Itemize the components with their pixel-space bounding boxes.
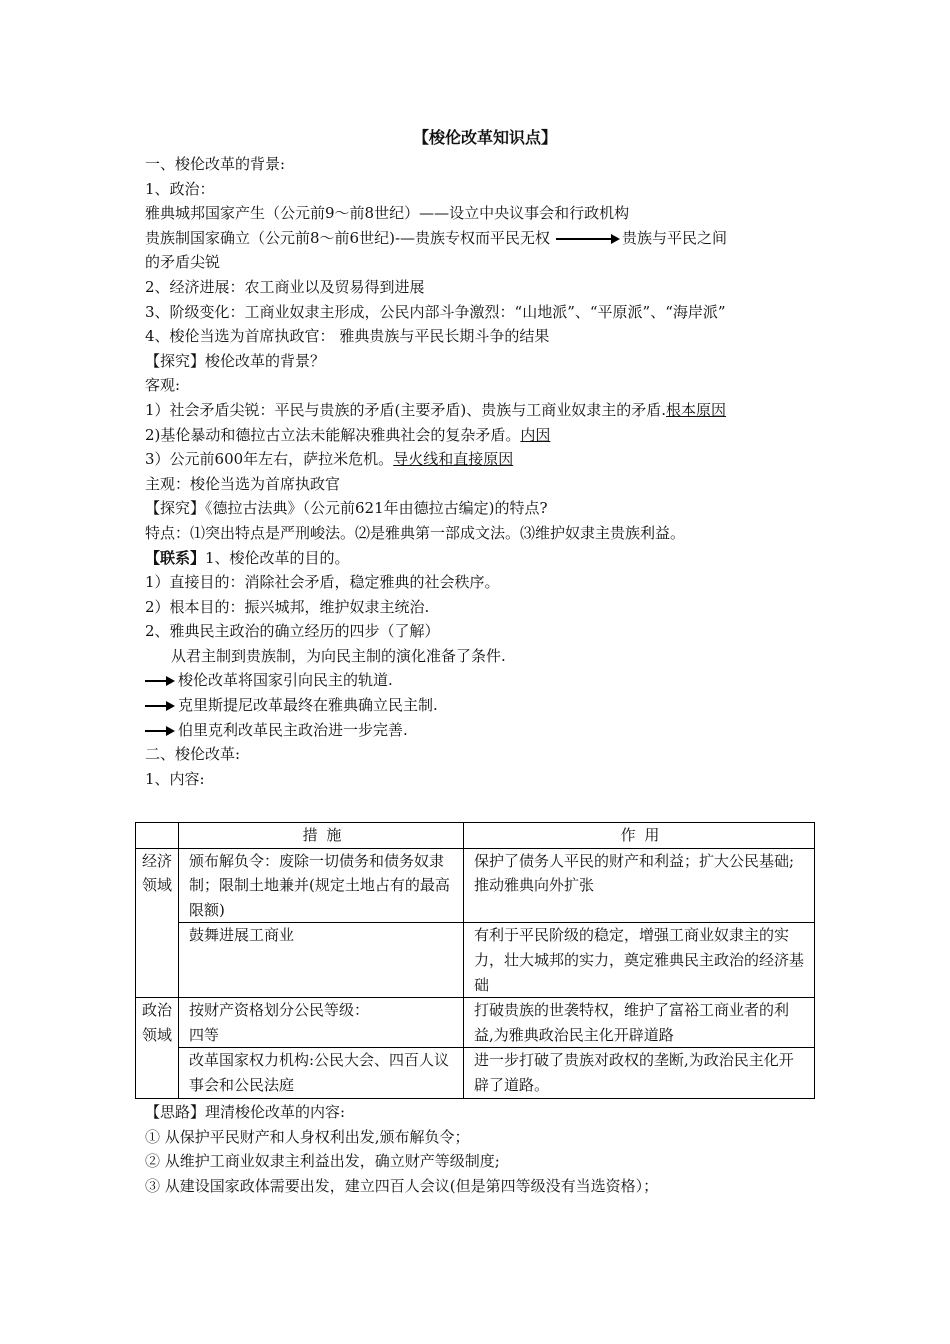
objective-3-tag: 导火线和直接原因 (393, 450, 514, 469)
table-header-row (136, 823, 815, 849)
politics-heading: 1、政治： (145, 179, 215, 198)
objective-1 (145, 398, 825, 423)
effect-cell: 进一步打破了贵族对政权的垄断,为政治民主化开辟了道路。 (464, 1048, 815, 1098)
link-text: 1、梭伦改革的目的。 (205, 548, 350, 567)
effect-cell: 打破贵族的世袭特权，维护了富裕工商业者的利益,为雅典政治民主化开辟道路 (464, 998, 815, 1048)
aim-1: 1）直接目的：消除社会矛盾，稳定雅典的社会秩序。 (145, 573, 500, 592)
politics-line-2-right: 贵族与平民之间 (622, 228, 728, 247)
objective-2 (145, 423, 825, 448)
step-4 (145, 718, 825, 743)
table-header-effects: 作 用 (464, 823, 815, 849)
measure-cell: 改革国家权力机构:公民大会、四百人议事会和公民法庭 (179, 1048, 464, 1098)
objective-2-text: 2)基伦暴动和德拉古立法未能解决雅典社会的复杂矛盾。 (145, 425, 521, 444)
class-change-line: 3、阶级变化：工商业奴隶主形成，公民内部斗争激烈：“山地派”、“平原派”、“海岸派” (145, 302, 726, 321)
objective-3 (145, 447, 825, 472)
step-1: 从君主制到贵族制，为向民主制的演化准备了条件. (171, 646, 506, 665)
table-row (136, 998, 815, 1048)
reform-content-table (135, 822, 815, 1099)
section-heading-background: 一、梭伦改革的背景: (145, 155, 286, 173)
content-heading: 1、内容: (145, 769, 205, 788)
measure-cell (179, 998, 464, 1048)
step-2-text: 梭伦改革将国家引向民主的轨道. (178, 671, 393, 690)
politics-line-3: 的矛盾尖锐 (145, 253, 221, 272)
steps-heading: 2、雅典民主政治的确立经历的四步（了解） (145, 622, 440, 641)
table-row (136, 1048, 815, 1098)
explore-question-2: 【探究】《德拉古法典》（公元前621年由德拉古编定)的特点? (145, 499, 548, 518)
politics-line-2 (145, 226, 825, 251)
politics-line-2-left: 贵族制国家确立（公元前8～前6世纪)-—贵族专权而平民无权 (145, 228, 551, 247)
table-header-measures: 措 施 (179, 823, 464, 849)
subjective-line: 主观：梭伦当选为首席执政官 (145, 474, 341, 493)
think-3: ③ 从建设国家政体需要出发，建立四百人会议(但是第四等级没有当选资格）； (145, 1176, 659, 1195)
think-section (145, 1100, 825, 1198)
measure-cell: 鼓舞进展工商业 (179, 923, 464, 998)
economy-line: 2、经济进展：农工商业以及贸易得到进展 (145, 277, 425, 296)
think-2: ② 从维护工商业奴隶主利益出发，确立财产等级制度; (145, 1152, 500, 1171)
politics-line-1: 雅典城邦国家产生（公元前9～前8世纪）——设立中央议事会和行政机构 (145, 204, 630, 223)
measure-line: 四等 (189, 1025, 220, 1044)
table-row (136, 848, 815, 923)
arrow-icon (145, 676, 175, 686)
objective-2-tag: 内因 (520, 425, 551, 444)
step-2 (145, 668, 825, 693)
reform-heading: 二、梭伦改革: (145, 745, 241, 764)
objective-1-tag: 根本原因 (666, 400, 727, 419)
measure-line: 按财产资格划分公民等级： (189, 1001, 370, 1020)
objective-1-text: 1）社会矛盾尖锐：平民与贵族的矛盾(主要矛盾)、贵族与工商业奴隶主的矛盾. (145, 400, 667, 419)
table-header-empty (136, 823, 179, 849)
step-3-text: 克里斯提尼改革最终在雅典确立民主制. (178, 696, 438, 715)
measure-cell: 颁布解负令：废除一切债务和债务奴隶制；限制土地兼并(规定土地占有的最高限额) (179, 848, 464, 923)
political-domain-label: 政治领域 (136, 998, 179, 1098)
economic-domain-label: 经济领域 (136, 848, 179, 998)
effect-cell: 有利于平民阶级的稳定，增强工商业奴隶主的实力，壮大城邦的实力，奠定雅典民主政治的经济基础 (464, 923, 815, 998)
effect-cell: 保护了债务人平民的财产和利益；扩大公民基础;推动雅典向外扩张 (464, 848, 815, 923)
arrow-icon (556, 234, 620, 244)
objective-label: 客观: (145, 376, 181, 395)
document-title: 【梭伦改革知识点】 (412, 128, 557, 147)
think-heading: 【思路】理清梭伦改革的内容: (145, 1103, 346, 1121)
arrow-icon (145, 726, 175, 736)
explore-answer-2: 特点：⑴突出特点是严刑峻法。⑵是雅典第一部成文法。⑶维护奴隶主贵族利益。 (145, 523, 686, 542)
arrow-icon (145, 701, 175, 711)
document-body (145, 126, 825, 791)
objective-3-text: 3）公元前600年左右，萨拉米危机。 (145, 450, 394, 469)
link-line (145, 546, 825, 571)
step-4-text: 伯里克利改革民主政治进一步完善. (178, 720, 408, 739)
table-row (136, 923, 815, 998)
think-1: ① 从保护平民财产和人身权利出发,颁布解负令； (145, 1127, 470, 1146)
link-label: 【联系】 (145, 548, 206, 567)
aim-2: 2）根本目的：振兴城邦，维护奴隶主统治. (145, 597, 430, 616)
explore-question-1: 【探究】梭伦改革的背景？ (145, 351, 326, 370)
elected-line: 4、梭伦当选为首席执政官： 雅典贵族与平民长期斗争的结果 (145, 327, 550, 346)
step-3 (145, 693, 825, 718)
